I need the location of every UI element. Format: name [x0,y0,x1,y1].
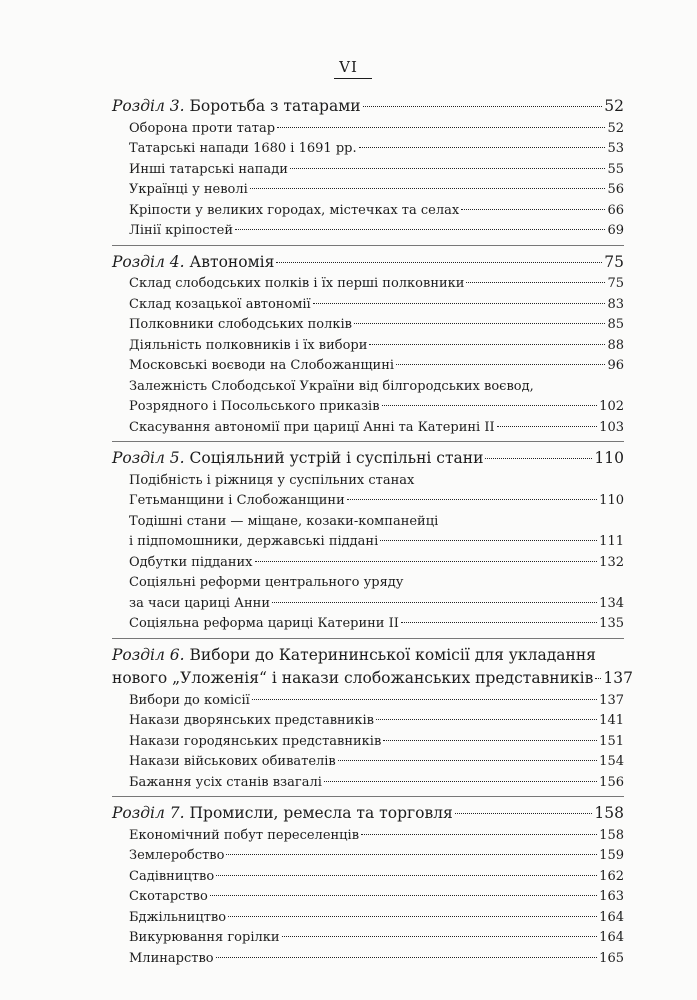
toc-entry[interactable] [112,274,624,295]
entry-title: Лінії кріпостей [129,223,234,238]
toc-entry-line [112,846,624,867]
dot-leader [282,936,598,937]
toc-entry[interactable] [112,908,624,929]
toc-entry[interactable] [112,471,624,512]
dot-leader [313,303,606,304]
toc-entry[interactable] [112,732,624,753]
entry-title: Соціяльні реформи центрального уряду [129,575,404,590]
dot-leader [382,405,598,406]
entry-page-number: 102 [599,399,624,414]
toc-entry[interactable] [112,553,624,574]
entry-page-number: 56 [607,182,624,197]
entry-title: Скасування автономії при царицї Анні та Катерині ІІ [129,419,495,435]
chapter-heading[interactable] [112,251,624,275]
entry-page-number: 164 [599,930,624,945]
toc-entry[interactable] [112,315,624,336]
toc-entry-line [112,773,624,794]
entry-page-number: 111 [599,534,624,549]
toc-entry[interactable] [112,160,624,181]
entry-page-number: 88 [607,337,624,353]
entry-page-number: 158 [599,827,624,843]
dot-leader [276,262,602,263]
dot-leader [363,106,603,107]
toc-entry-line [112,614,624,635]
toc-entry-line [112,139,624,160]
chapter-title-line [112,251,624,275]
entry-page-number: 52 [607,120,624,136]
toc-entry[interactable] [112,614,624,635]
toc-section [112,246,624,443]
chapter-label: Розділ 7. [112,804,185,822]
toc-entry-line [112,594,624,615]
entry-title: Залежність Слободської України від білгородських воєвод, [129,378,534,394]
toc-entry-line [112,315,624,336]
toc-entry[interactable] [112,119,624,140]
toc-entry-line [112,471,624,492]
toc-entry-line [112,491,624,512]
chapter-label: Розділ 6. [112,645,185,664]
dot-leader [250,188,606,189]
entry-title: Оборона проти татар [129,120,276,136]
entry-title: Викурювання горілки [129,930,280,945]
toc-entry[interactable] [112,773,624,794]
chapter-title: Вибори до Катерининської комісії для укладання [189,645,596,664]
toc-entry[interactable] [112,711,624,732]
dot-leader [216,875,597,876]
toc-section [112,90,624,246]
dot-leader [401,622,597,623]
toc-entry[interactable] [112,846,624,867]
entry-page-number: 156 [599,774,624,790]
entry-title: за часи цариці Анни [129,595,270,611]
chapter-title: нового „Уложенія“ і накази слобожанських представників [112,669,594,687]
dot-leader [359,147,606,148]
entry-page-number: 164 [599,909,624,925]
entry-title: Діяльність полковників і їх вибори [129,337,368,353]
entry-page-number: 135 [599,616,624,631]
entry-title: Инші татарські напади [129,161,288,177]
dot-leader [595,678,601,679]
entry-title: Скотарство [129,889,208,904]
entry-title: Бджільництво [129,909,227,925]
entry-page-number: 137 [599,692,624,708]
entry-page-number: 141 [599,713,624,728]
chapter-title: Боротьба з татарами [189,97,361,115]
toc-entry-line [112,532,624,553]
entry-title: Московські воєводи на Слобожанщині [129,358,395,373]
dot-leader [338,760,597,761]
chapter-heading[interactable] [112,644,633,691]
dot-leader [380,540,597,541]
toc-entry-line [112,867,624,888]
toc-entry[interactable] [112,867,624,888]
entry-title: Садівництво [129,868,215,884]
entry-page-number: 162 [599,868,624,884]
toc-entry[interactable] [112,221,624,242]
entry-title: Українці у неволі [129,182,248,197]
toc-entry[interactable] [112,336,624,357]
toc-section [112,797,624,972]
entry-page-number: 96 [607,358,624,373]
toc-entry[interactable] [112,573,624,614]
entry-page-number: 55 [607,161,624,177]
dot-leader [461,209,605,210]
entry-title: Накази дворянських представників [129,713,374,728]
entry-page-number: 83 [607,296,624,312]
dot-leader [485,458,592,459]
chapter-label: Розділ 5. [112,449,185,467]
entry-title: Накази городянських представників [129,733,382,749]
toc-entry-line [112,201,624,222]
chapter-title-line [112,447,624,471]
dot-leader [277,127,605,128]
entry-title: Млинарство [129,950,214,966]
dot-leader [210,895,597,896]
toc-entry-line [112,295,624,316]
entry-page-number: 53 [607,141,624,156]
toc-entry-line [112,573,624,594]
toc-section [112,442,624,639]
chapter-heading[interactable] [112,802,624,826]
toc-entry[interactable] [112,377,624,418]
toc-entry-line [112,274,624,295]
entry-title: Розрядного і Посольського приказів [129,399,380,414]
chapter-page-number: 75 [604,252,624,271]
toc-entry-line [112,908,624,929]
entry-page-number: 85 [607,317,624,332]
toc-entry-line [112,887,624,908]
chapter-page-number: 137 [603,669,633,687]
toc-entry-line [112,336,624,357]
dot-leader [272,602,597,603]
entry-title: Гетьманщини і Слобожанщини [129,493,345,508]
dot-leader [361,834,597,835]
toc-entry-line [112,119,624,140]
entry-page-number: 159 [599,848,624,863]
entry-page-number: 66 [607,202,624,218]
toc-entry[interactable] [112,512,624,553]
chapter-title-line [112,802,624,826]
dot-leader [235,229,605,230]
toc-entry[interactable] [112,691,624,712]
dot-leader [354,323,606,324]
entry-page-number: 69 [607,223,624,238]
entry-page-number: 165 [599,950,624,966]
toc-entry-line [112,949,624,970]
toc-entry[interactable] [112,295,624,316]
toc-entry-line [112,512,624,533]
dot-leader [347,499,597,500]
chapter-label: Розділ 3. [112,97,185,115]
entry-title: Соціяльна реформа цариці Катерини ІІ [129,616,399,631]
dot-leader [376,719,597,720]
entry-page-number: 110 [599,493,624,508]
dot-leader [255,561,598,562]
toc-entry-line [112,711,624,732]
chapter-heading[interactable] [112,447,624,471]
dot-leader [216,957,598,958]
chapter-title-line [112,644,624,668]
toc-section [112,639,633,798]
toc-entry[interactable] [112,180,624,201]
dot-leader [290,168,606,169]
toc-entry-line [112,418,624,439]
toc-entry[interactable] [112,826,624,847]
toc-entry[interactable] [112,201,624,222]
chapter-page-number: 110 [594,449,624,467]
entry-title: Кріпости у великих городах, містечках та селах [129,202,460,218]
chapter-heading[interactable] [112,95,624,119]
chapter-title-line [112,95,624,119]
toc-entry[interactable] [112,418,624,439]
toc-entry[interactable] [112,139,624,160]
chapter-page-number: 158 [594,804,624,822]
toc-entry[interactable] [112,949,624,970]
entry-page-number: 163 [599,889,624,904]
dot-leader [497,426,598,427]
toc-entry-line [112,356,624,377]
dot-leader [466,282,605,283]
entry-title: Вибори до комісії [129,692,250,708]
dot-leader [369,344,605,345]
toc-entry-line [112,826,624,847]
entry-page-number: 154 [599,754,624,769]
entry-title: Татарські напади 1680 і 1691 рр. [129,141,357,156]
toc-entry-line [112,221,624,242]
page-number-rule [334,78,372,79]
dot-leader [226,854,597,855]
chapter-page-number: 52 [604,97,624,115]
dot-leader [252,699,597,700]
chapter-title: Промисли, ремесла та торговля [189,804,453,822]
toc-entry-line [112,377,624,398]
entry-title: Накази військових обивателів [129,754,336,769]
toc-entry[interactable] [112,752,624,773]
entry-page-number: 132 [599,554,624,570]
chapter-title: Соціяльний устрій і суспільні стани [189,449,484,467]
chapter-title-line [112,667,633,691]
toc-entry[interactable] [112,356,624,377]
dot-leader [396,364,605,365]
toc-entry[interactable] [112,887,624,908]
toc-entry-line [112,553,624,574]
table-of-contents [112,90,633,972]
toc-entry-line [112,397,624,418]
entry-title: Склад слободських полків і їх перші полковники [129,276,465,291]
dot-leader [455,813,593,814]
toc-entry-line [112,928,624,949]
entry-page-number: 151 [599,733,624,749]
entry-page-number: 75 [607,276,624,291]
toc-entry-line [112,160,624,181]
toc-entry-line [112,691,624,712]
entry-title: і підпомошники, державські піддані [129,534,379,549]
entry-page-number: 134 [599,595,624,611]
entry-title: Економічний побут переселенців [129,827,360,843]
dot-leader [324,781,597,782]
dot-leader [383,740,597,741]
entry-title: Землеробство [129,848,225,863]
entry-title: Подібність і ріжниця у суспільних станах [129,472,415,488]
entry-title: Одбутки підданих [129,554,253,570]
toc-entry-line [112,180,624,201]
entry-title: Склад козацької автономії [129,296,311,312]
toc-entry-line [112,752,624,773]
dot-leader [228,916,597,917]
toc-entry-line [112,732,624,753]
chapter-label: Розділ 4. [112,252,185,271]
entry-title: Бажання усіх станів взагалі [129,774,322,790]
chapter-title: Автономія [189,252,275,271]
entry-title: Полковники слободських полків [129,317,352,332]
entry-page-number: 103 [599,419,624,435]
toc-entry[interactable] [112,928,624,949]
entry-title: Тодішні стани — міщане, козаки-компанейці [129,513,439,529]
page-number: VI [339,58,358,76]
